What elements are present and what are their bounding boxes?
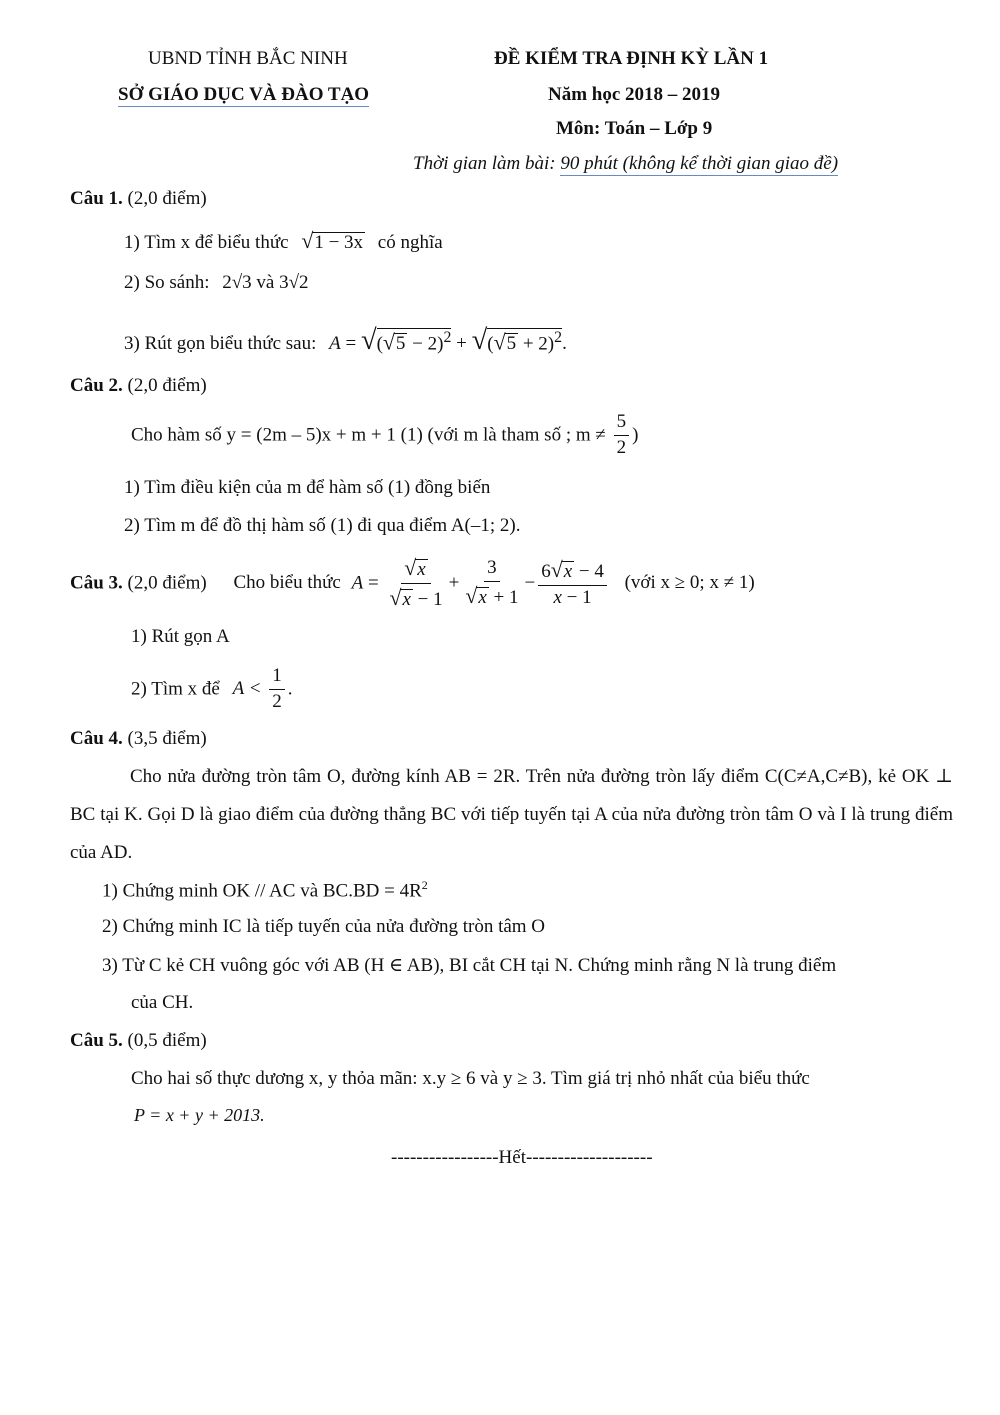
q4-item3: 3) Từ C kẻ CH vuông góc với AB (H ∈ AB), BI cắt CH tại N. Chứng minh rằng N là trung điểm bbox=[102, 955, 837, 976]
q3-heading: Câu 3. (2,0 điểm) Cho biểu thức A = $\frac{√x}{√x - 1}$ + $\frac{3}{√x + 1}$ − $\frac{6√x - 4}{x - 1}$ (với x ≥ 0; x ≠ 1) bbox=[70, 556, 755, 610]
q2-intro: Cho hàm số y = (2m – 5)x + m + 1 (1) (với m là tham số ; m ≠ $\frac{5}{2}$ ) bbox=[131, 411, 639, 458]
q2-fraction: $\frac{5}{2}$ bbox=[614, 412, 630, 459]
q4-heading: Câu 4. (3,5 điểm) bbox=[70, 728, 207, 749]
subject-grade: Môn: Toán – Lớp 9 bbox=[556, 118, 713, 139]
q4-item2: 2) Chứng minh IC là tiếp tuyến của nửa đường tròn tâm O bbox=[102, 916, 546, 937]
exam-title: ĐỀ KIỂM TRA ĐỊNH KỲ LẦN 1 bbox=[494, 48, 769, 69]
q4-paragraph: Cho nửa đường tròn tâm O, đường kính AB = 2R. Trên nửa đường tròn lấy điểm C(C≠A,C≠B), kẻ OK ⊥ BC tại K. Gọi D là giao điểm của đường thẳng BC với tiếp tuyến tại A của nửa đường tròn tâm O và I là trung điểm của AD. bbox=[70, 766, 953, 863]
school-year: Năm học 2018 – 2019 bbox=[548, 84, 721, 105]
q2-item2: 2) Tìm m để đồ thị hàm số (1) đi qua điểm A(–1; 2). bbox=[124, 515, 521, 536]
q1-radicand: 1 − 3x bbox=[314, 232, 364, 253]
q5-heading: Câu 5. (0,5 điểm) bbox=[70, 1030, 207, 1051]
q4-item1: 1) Chứng minh OK // AC và $BC.BD = 4R^2$ bbox=[102, 878, 428, 902]
q3-item1: 1) Rút gọn A bbox=[131, 626, 230, 647]
q4-item3-cont: của CH. bbox=[131, 992, 194, 1013]
issuer-department: SỞ GIÁO DỤC VÀ ĐÀO TẠO bbox=[118, 84, 370, 105]
q5-expression-P: P = x + y + 2013. bbox=[134, 1105, 265, 1125]
q1-compare-expr: 2√3 và 3√2 bbox=[222, 272, 309, 293]
q3-expression-A: A = $\frac{√x}{√x - 1}$ + $\frac{3}{√x + 1}$ − $\frac{6√x - 4}{x - 1}$ bbox=[352, 572, 615, 593]
q1-heading: Câu 1. (2,0 điểm) bbox=[70, 188, 207, 209]
q1-item1: 1) Tìm x để biểu thức √1 − 3x có nghĩa bbox=[124, 229, 443, 253]
q3-item2: 2) Tìm x để A < $\frac{1}{2}$ . bbox=[131, 665, 293, 712]
q1-expression-A: $A = √(√5 - 2)^2 + √(√5 + 2)^2$. bbox=[329, 325, 567, 356]
q5-text: Cho hai số thực dương x, y thỏa mãn: x.y ≥ 6 và y ≥ 3. Tìm giá trị nhỏ nhất của biểu thức bbox=[131, 1068, 810, 1089]
q1-item3: 3) Rút gọn biểu thức sau: $A = √(√5 - 2)^2 + √(√5 + 2)^2$. bbox=[124, 325, 567, 356]
end-marker: -----------------Hết-------------------- bbox=[391, 1147, 653, 1168]
exam-duration: Thời gian làm bài: 90 phút (không kể thời gian giao đề) bbox=[413, 153, 839, 174]
q2-item1: 1) Tìm điều kiện của m để hàm số (1) đồng biến bbox=[124, 477, 491, 498]
q1-item2: 2) So sánh: 2√3 và 3√2 bbox=[124, 272, 309, 293]
issuer-province: UBND TỈNH BẮC NINH bbox=[148, 48, 348, 69]
q2-heading: Câu 2. (2,0 điểm) bbox=[70, 375, 207, 396]
